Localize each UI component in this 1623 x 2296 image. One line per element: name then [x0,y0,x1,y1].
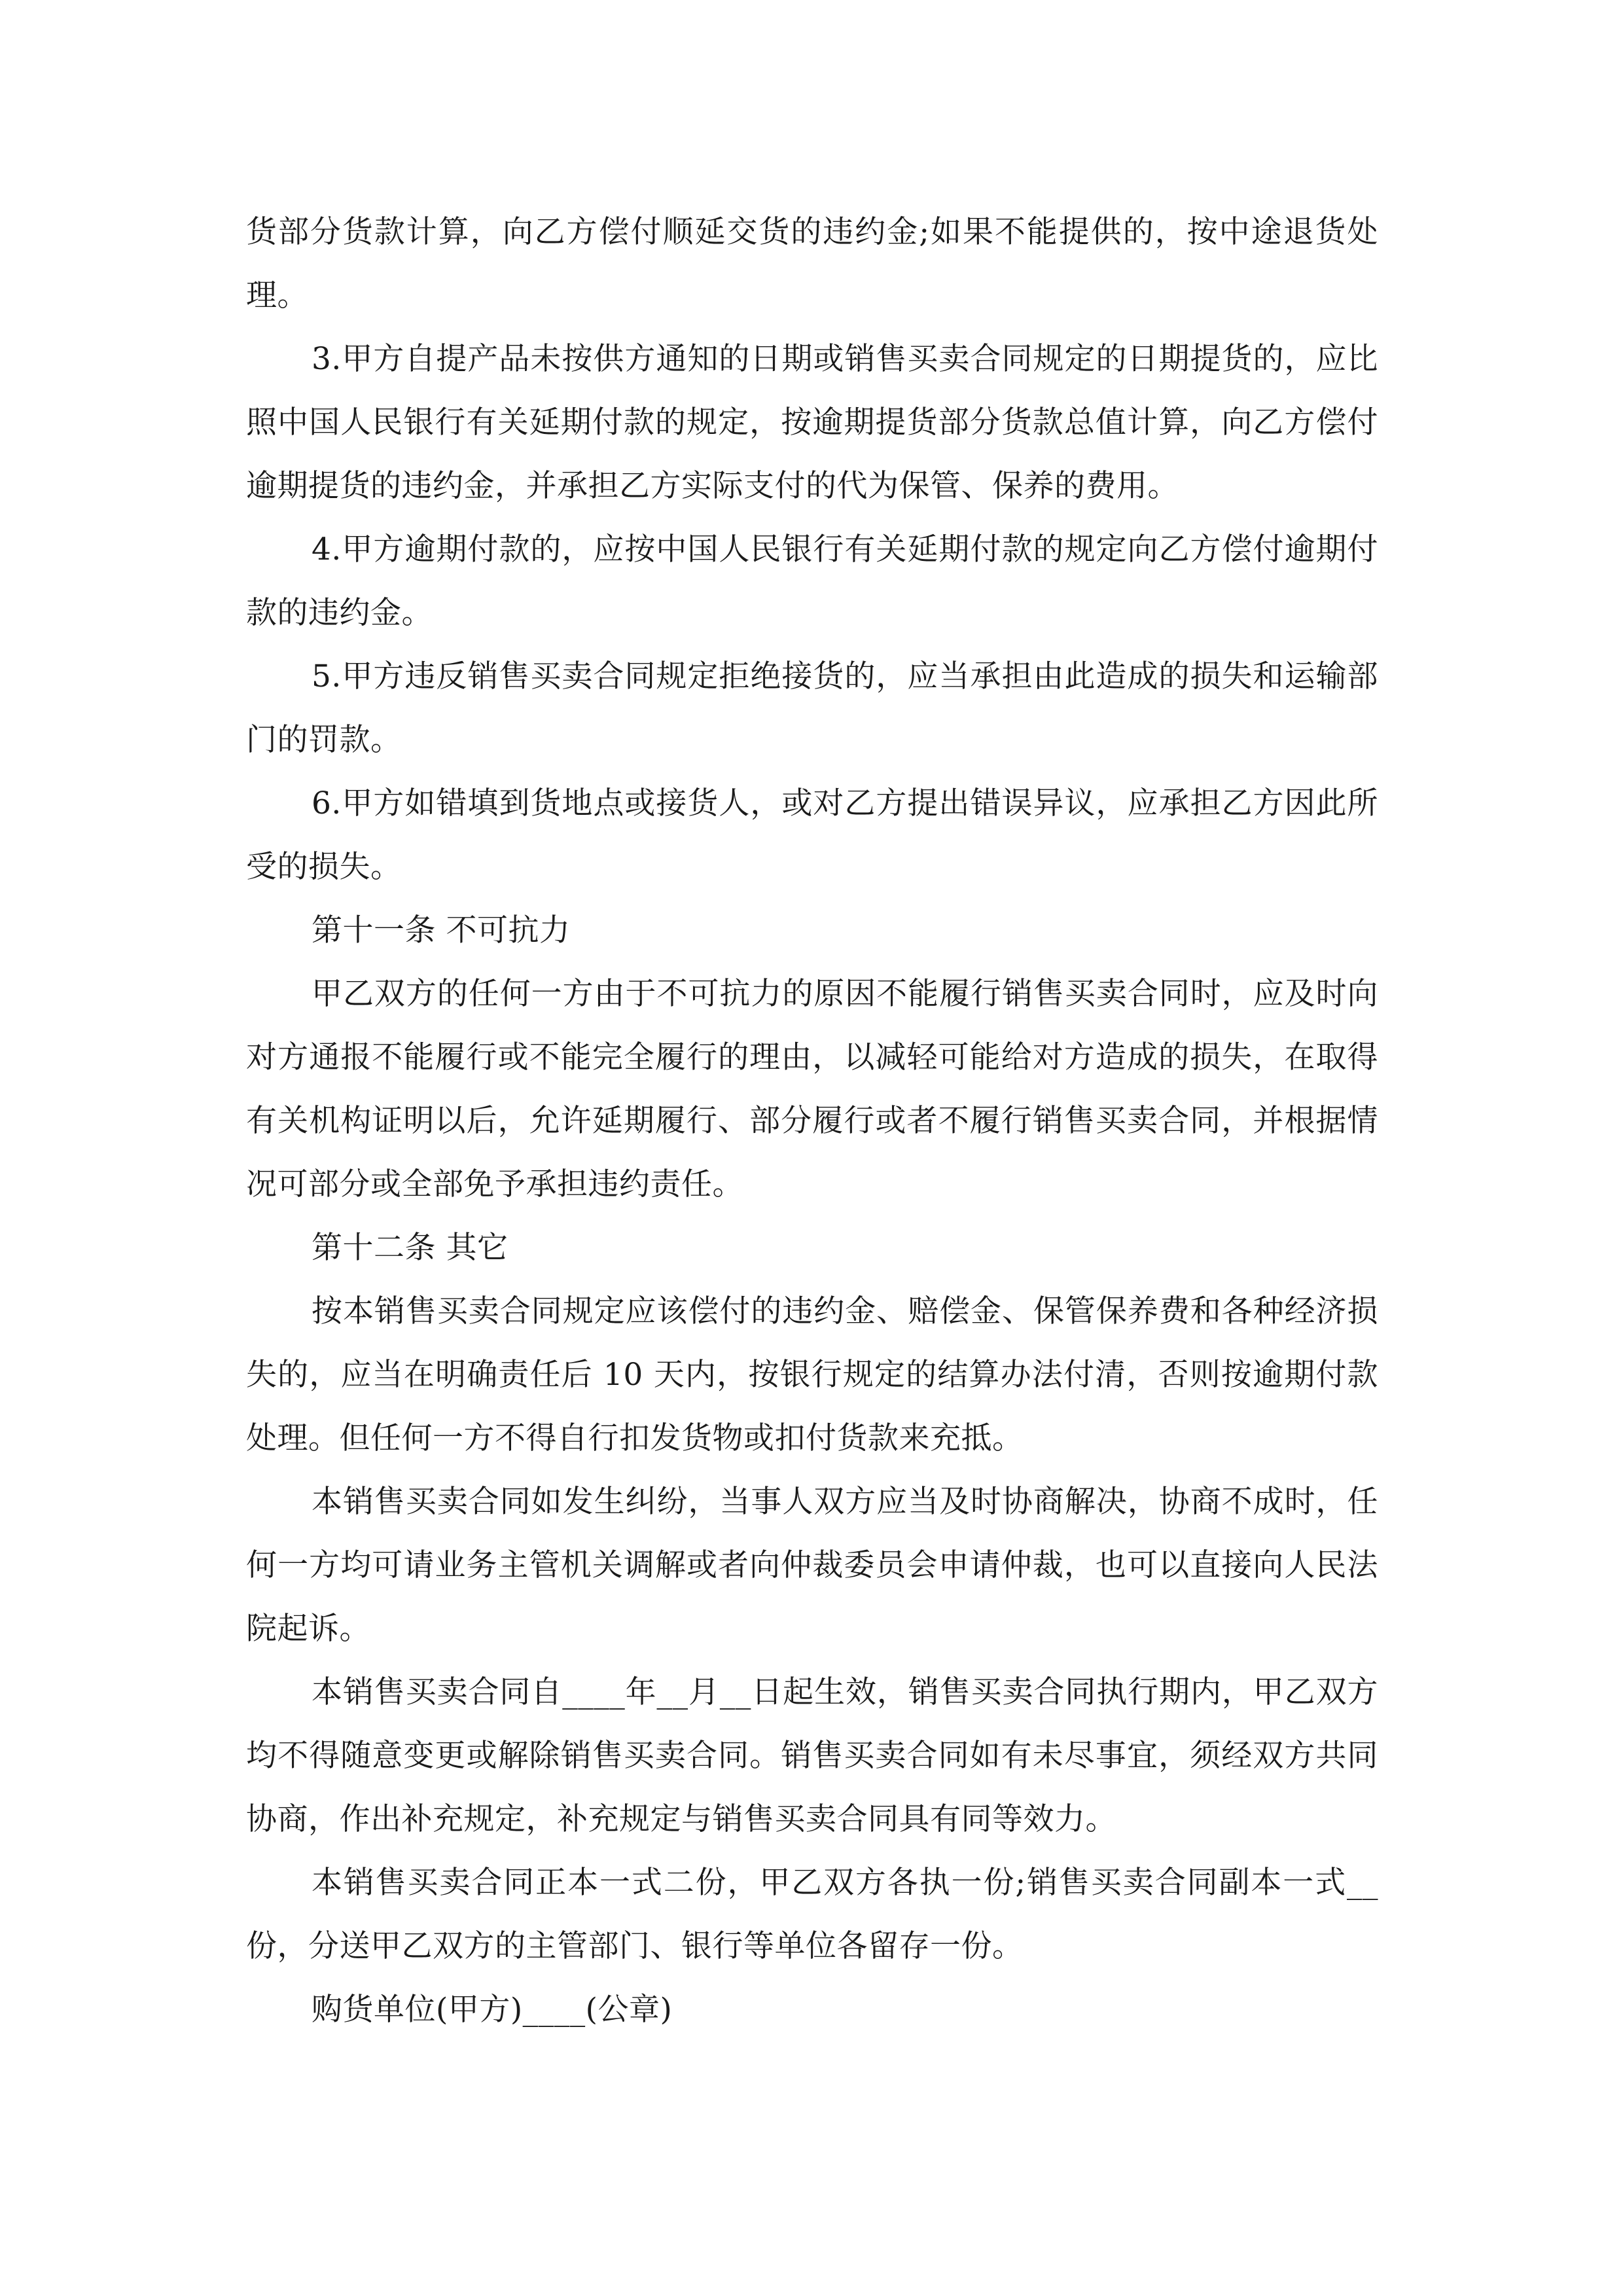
paragraph-clause-5: 5.甲方违反销售买卖合同规定拒绝接货的，应当承担由此造成的损失和运输部门的罚款。 [246,658,1378,758]
paragraph-force-majeure: 甲乙双方的任何一方由于不可抗力的原因不能履行销售买卖合同时，应及时向对方通报不能履行或不能完全履行的理由，以减轻可能给对方造成的损失，在取得有关机构证明以后，允许延期履行、部分履行或者不履行销售买卖合同，并根据情况可部分或全部免予承担违约责任。 [246,976,1378,1202]
paragraph-disputes: 本销售买卖合同如发生纠纷，当事人双方应当及时协商解决，协商不成时，任何一方均可请业务主管机关调解或者向仲裁委员会申请仲裁，也可以直接向人民法院起诉。 [246,1484,1378,1647]
paragraph-clause-4: 4.甲方逾期付款的，应按中国人民银行有关延期付款的规定向乙方偿付逾期付款的违约金。 [246,531,1378,631]
paragraph-copies: 本销售买卖合同正本一式二份，甲乙双方各执一份;销售买卖合同副本一式__份，分送甲乙双方的主管部门、银行等单位各留存一份。 [246,1865,1378,1964]
article-11-heading: 第十一条 不可抗力 [312,912,571,948]
article-12-heading: 第十二条 其它 [312,1230,508,1266]
document-body [246,200,1378,2041]
paragraph-settlement: 按本销售买卖合同规定应该偿付的违约金、赔偿金、保管保养费和各种经济损失的，应当在明确责任后 10 天内，按银行规定的结算办法付清，否则按逾期付款处理。但任何一方不得自行扣发货物或扣付货款来充抵。 [246,1293,1378,1456]
paragraph-clause-6: 6.甲方如错填到货地点或接货人，或对乙方提出错误异议，应承担乙方因此所受的损失。 [246,785,1378,885]
paragraph-continuation: 货部分货款计算，向乙方偿付顺延交货的违约金;如果不能提供的，按中途退货处理。 [246,214,1378,314]
paragraph-effective-date: 本销售买卖合同自____年__月__日起生效，销售买卖合同执行期内，甲乙双方均不得随意变更或解除销售买卖合同。销售买卖合同如有未尽事宜，须经双方共同协商，作出补充规定，补充规定与销售买卖合同具有同等效力。 [246,1674,1378,1837]
buyer-signature-line: 购货单位(甲方)____(公章) [312,1992,673,2028]
paragraph-clause-3: 3.甲方自提产品未按供方通知的日期或销售买卖合同规定的日期提货的，应比照中国人民银行有关延期付款的规定，按逾期提货部分货款总值计算，向乙方偿付逾期提货的违约金，并承担乙方实际支付的代为保管、保养的费用。 [246,341,1378,504]
